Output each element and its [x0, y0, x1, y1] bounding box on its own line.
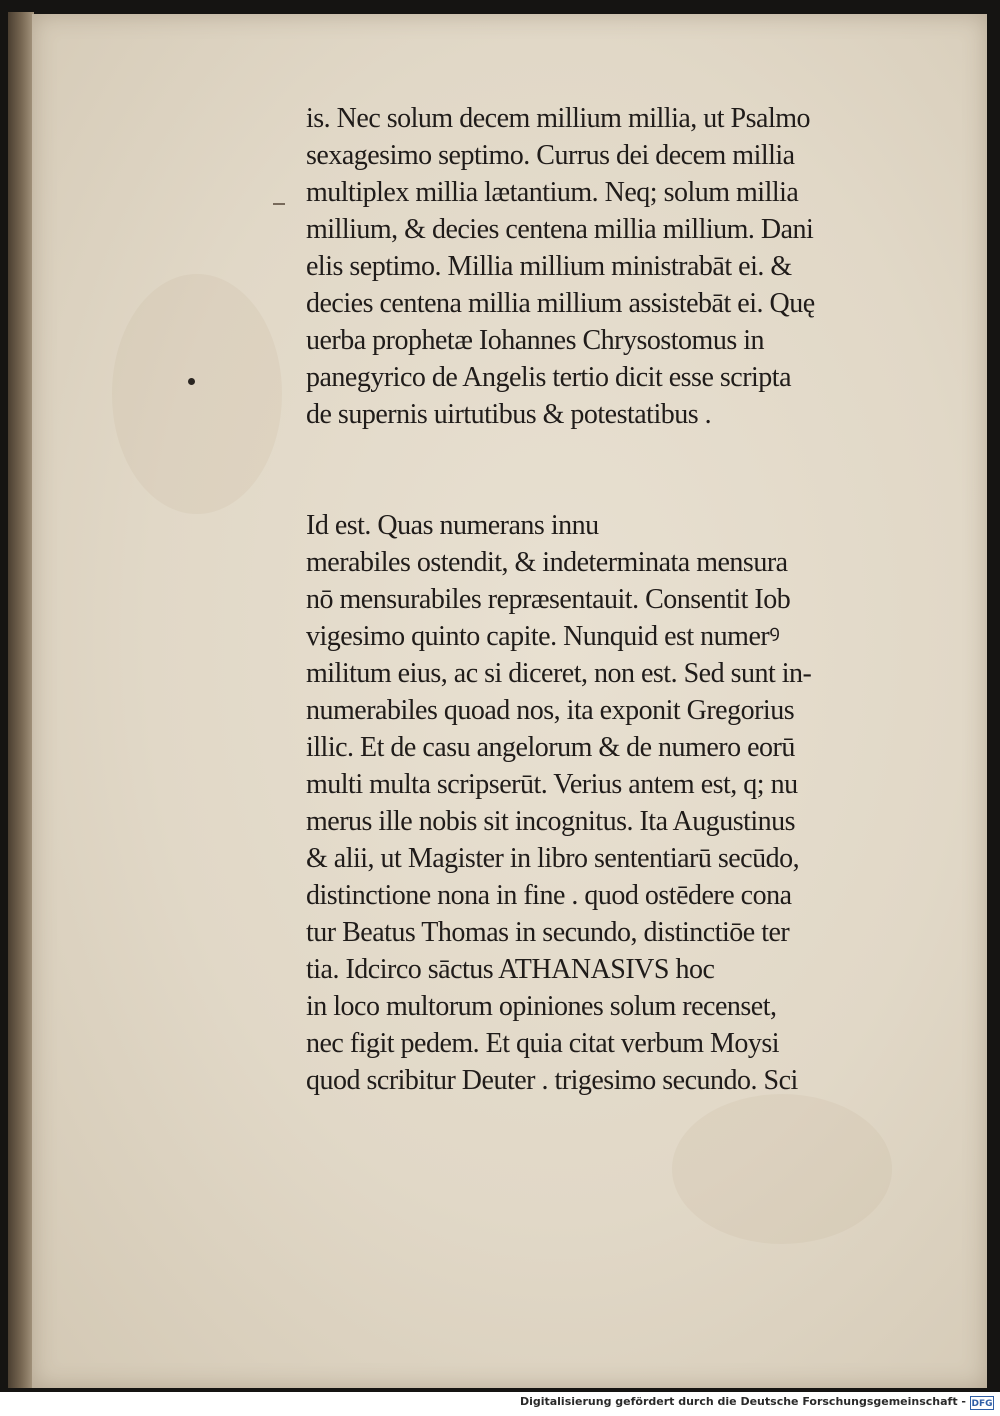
- page-text-block: [306, 100, 906, 1099]
- book-spine: [8, 12, 34, 1388]
- text-line: panegyrico de Angelis tertio dicit esse scripta: [306, 362, 792, 393]
- text-line: multiplex millia lætantium. Neq; solum millia: [306, 177, 799, 208]
- text-line: & alii, ut Magister in libro sententiarū secūdo,: [306, 843, 800, 874]
- text-line: militum eius, ac si diceret, non est. Sed sunt in-: [306, 658, 812, 689]
- digitization-footer: [0, 1392, 1000, 1416]
- margin-ink-dot: [188, 378, 195, 385]
- margin-ink-mark: [273, 203, 285, 205]
- text-line: is. Nec solum decem millium millia, ut Psalmo: [306, 103, 811, 134]
- text-line: millium, & decies centena millia millium. Dani: [306, 214, 814, 245]
- text-line: uerba prophetæ Iohannes Chrysostomus in: [306, 325, 764, 356]
- greek-text-line: [306, 470, 906, 507]
- paper-stain: [112, 274, 282, 514]
- funding-credit: Digitalisierung gefördert durch die Deutsche Forschungsgemeinschaft -: [519, 1395, 966, 1408]
- text-line: tur Beatus Thomas in secundo, distinctiōe ter: [306, 917, 790, 948]
- text-line: illic. Et de casu angelorum & de numero eorū: [306, 732, 795, 763]
- paper-stain: [672, 1094, 892, 1244]
- text-line: quod scribitur Deuter . trigesimo secundo. Sci: [306, 1065, 798, 1096]
- dfg-logo-icon: DFG: [970, 1396, 994, 1410]
- text-line: distinctione nona in fine . quod ostēdere cona: [306, 880, 792, 911]
- text-line: nec figit pedem. Et quia citat verbum Moysi: [306, 1028, 780, 1059]
- greek-text-line: [306, 433, 906, 470]
- text-line: tia. Idcirco sāctus ATHANASIVS hoc: [306, 954, 715, 985]
- text-line: multi multa scripserūt. Verius antem est, q; nu: [306, 769, 798, 800]
- text-line: decies centena millia millium assistebāt ei. Quę: [306, 288, 815, 319]
- text-line: vigesimo quinto capite. Nunquid est numerꝰ: [306, 621, 780, 652]
- text-line: Id est. Quas numerans innu: [306, 510, 599, 541]
- text-line: de supernis uirtutibus & potestatibus .: [306, 399, 712, 430]
- text-line: in loco multorum opiniones solum recenset,: [306, 991, 777, 1022]
- text-line: nō mensurabiles repræsentauit. Consentit Iob: [306, 584, 791, 615]
- text-line: elis septimo. Millia millium ministrabāt ei. &: [306, 251, 792, 282]
- text-line: numerabiles quoad nos, ita exponit Gregorius: [306, 695, 795, 726]
- text-line: sexagesimo septimo. Currus dei decem millia: [306, 140, 795, 171]
- text-line: merabiles ostendit, & indeterminata mensura: [306, 547, 788, 578]
- text-line: merus ille nobis sit incognitus. Ita Augustinus: [306, 806, 796, 837]
